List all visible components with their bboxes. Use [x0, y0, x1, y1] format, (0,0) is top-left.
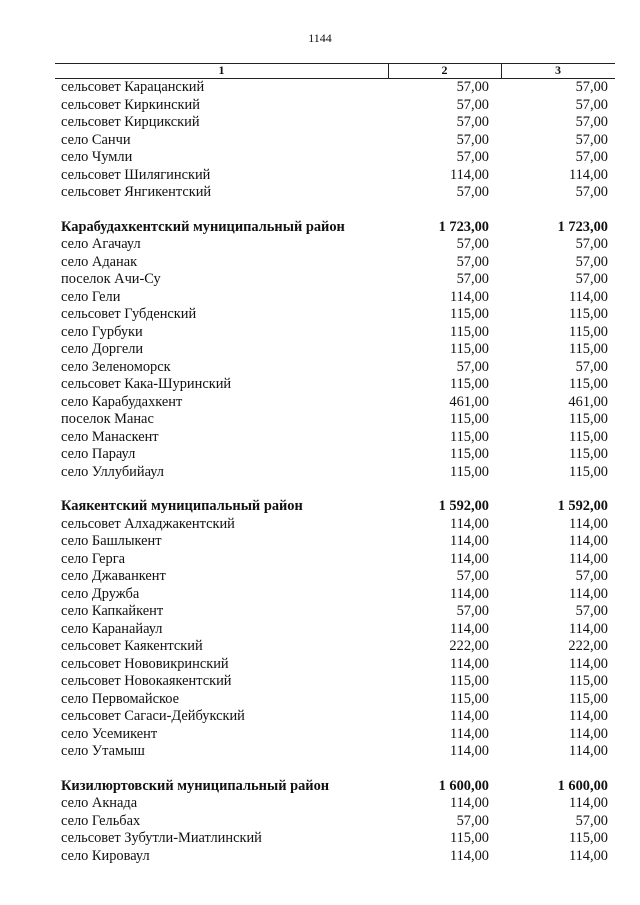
district-total-row: [55, 778, 615, 796]
column-header-3: 3: [555, 63, 561, 77]
locality-name: сельсовет Карацанский: [61, 79, 205, 95]
locality-name: село Герга: [61, 550, 126, 567]
table-row: [55, 236, 615, 254]
locality-name: сельсовет Кирцикский: [61, 114, 200, 130]
value-col-3: 115,00: [568, 673, 608, 689]
locality-name: сельсовет Янгикентский: [61, 184, 212, 200]
value-col-3: 1 600,00: [557, 777, 608, 794]
locality-name: Каякентский муниципальный район: [61, 498, 303, 514]
value-col-2: 461,00: [449, 393, 489, 410]
locality-name: Карабудахкентский муниципальный район: [61, 218, 345, 235]
value-col-3: 114,00: [568, 655, 608, 672]
value-col-3: 114,00: [568, 620, 608, 637]
locality-name: село Доргели: [61, 341, 144, 357]
value-col-2: 114,00: [449, 585, 489, 602]
value-col-3: 114,00: [568, 533, 608, 549]
table-row: [55, 830, 615, 848]
value-col-2: 115,00: [449, 376, 489, 392]
value-col-2: 115,00: [449, 463, 489, 480]
table-row: [55, 516, 615, 534]
value-col-3: 115,00: [568, 463, 608, 480]
value-col-3: 57,00: [575, 79, 608, 95]
locality-name: село Утамыш: [61, 743, 145, 759]
value-col-3: 114,00: [568, 743, 608, 759]
locality-name: село Карабудахкент: [61, 393, 183, 410]
locality-name: сельсовет Нововикринский: [61, 655, 229, 672]
value-col-2: 114,00: [449, 743, 489, 759]
table-row: [55, 289, 615, 307]
locality-name: село Дружба: [61, 585, 140, 602]
value-col-2: 115,00: [449, 673, 489, 689]
value-col-2: 114,00: [449, 533, 489, 549]
table-row: [55, 429, 615, 447]
value-col-2: 57,00: [456, 358, 489, 375]
locality-name: село Зеленоморск: [61, 358, 171, 375]
value-col-2: 57,00: [456, 96, 489, 113]
value-col-3: 57,00: [575, 114, 608, 130]
value-col-2: 115,00: [449, 830, 489, 846]
value-col-3: 222,00: [568, 638, 608, 654]
table-row: [55, 691, 615, 709]
table-row: [55, 132, 615, 150]
value-col-3: 115,00: [568, 411, 608, 427]
table-row: [55, 603, 615, 621]
table-row: [55, 359, 615, 377]
value-col-3: 57,00: [575, 358, 608, 375]
value-col-3: 57,00: [575, 271, 608, 287]
value-col-2: 1 723,00: [438, 218, 489, 235]
locality-name: сельсовет Каякентский: [61, 638, 203, 654]
locality-name: село Акнада: [61, 795, 138, 811]
table-row: [55, 586, 615, 604]
locality-name: село Капкайкент: [61, 603, 164, 619]
value-col-2: 57,00: [456, 236, 489, 252]
table-row: [55, 411, 615, 429]
value-col-3: 115,00: [568, 341, 608, 357]
locality-name: сельсовет Шилягинский: [61, 166, 211, 183]
table-row: [55, 184, 615, 202]
table-row: [55, 341, 615, 359]
value-col-2: 57,00: [456, 79, 489, 95]
table-row: [55, 551, 615, 569]
table-row: [55, 271, 615, 289]
value-col-2: 114,00: [449, 288, 489, 305]
section-spacer: [55, 761, 615, 778]
locality-name: сельсовет Кака-Шуринский: [61, 376, 232, 392]
value-col-2: 114,00: [449, 708, 489, 724]
locality-name: Кизилюртовский муниципальный район: [61, 777, 330, 794]
table-row: [55, 656, 615, 674]
value-col-2: 114,00: [449, 847, 489, 864]
value-col-3: 115,00: [568, 306, 608, 322]
value-col-2: 114,00: [449, 795, 489, 811]
value-col-3: 115,00: [568, 376, 608, 392]
value-col-3: 57,00: [575, 603, 608, 619]
column-header-1: 1: [218, 63, 225, 77]
locality-name: село Башлыкент: [61, 533, 162, 549]
table-row: [55, 97, 615, 115]
locality-name: село Каранайаул: [61, 620, 163, 637]
value-col-2: 57,00: [456, 114, 489, 130]
table-row: [55, 306, 615, 324]
locality-name: село Джаванкент: [61, 568, 166, 584]
column-divider: [501, 64, 502, 78]
value-col-3: 461,00: [568, 393, 608, 410]
table-row: [55, 149, 615, 167]
table-row: [55, 167, 615, 185]
value-col-2: 114,00: [449, 620, 489, 637]
value-col-2: 115,00: [449, 411, 489, 427]
value-col-3: 1 723,00: [557, 218, 608, 235]
table-row: [55, 568, 615, 586]
page-number: 1144: [308, 31, 332, 45]
value-col-3: 114,00: [568, 585, 608, 602]
value-col-3: 114,00: [568, 550, 608, 567]
value-col-3: 114,00: [568, 708, 608, 724]
table-row: [55, 394, 615, 412]
value-col-3: 115,00: [568, 323, 608, 340]
value-col-3: 57,00: [575, 568, 608, 584]
district-total-row: [55, 219, 615, 237]
value-col-2: 222,00: [449, 638, 489, 654]
locality-name: поселок Манас: [61, 411, 154, 427]
allocation-table: [55, 63, 615, 865]
locality-name: сельсовет Сагаси-Дейбукский: [61, 708, 245, 724]
locality-name: село Аданак: [61, 253, 138, 270]
locality-name: село Санчи: [61, 131, 131, 148]
locality-name: село Агачаул: [61, 236, 141, 252]
value-col-2: 57,00: [456, 131, 489, 148]
table-row: [55, 621, 615, 639]
table-row: [55, 848, 615, 866]
value-col-2: 115,00: [449, 428, 489, 445]
value-col-3: 57,00: [575, 253, 608, 270]
column-divider: [388, 64, 389, 78]
value-col-2: 57,00: [456, 184, 489, 200]
locality-name: сельсовет Киркинский: [61, 96, 200, 113]
value-col-3: 115,00: [568, 690, 608, 707]
table-row: [55, 708, 615, 726]
value-col-2: 115,00: [449, 323, 489, 340]
locality-name: село Гурбуки: [61, 323, 143, 340]
table-header: [55, 63, 615, 79]
table-row: [55, 464, 615, 482]
locality-name: село Усемикент: [61, 725, 158, 742]
table-row: [55, 254, 615, 272]
value-col-3: 114,00: [568, 166, 608, 183]
value-col-3: 114,00: [568, 725, 608, 742]
section-spacer: [55, 481, 615, 498]
value-col-3: 115,00: [568, 830, 608, 846]
locality-name: сельсовет Зубутли-Миатлинский: [61, 830, 262, 846]
table-body: [55, 79, 615, 865]
locality-name: село Кироваул: [61, 847, 150, 864]
value-col-2: 114,00: [449, 550, 489, 567]
locality-name: село Параул: [61, 446, 136, 462]
value-col-2: 115,00: [449, 690, 489, 707]
value-col-2: 1 592,00: [438, 498, 489, 514]
value-col-2: 57,00: [456, 149, 489, 165]
table-row: [55, 376, 615, 394]
table-row: [55, 673, 615, 691]
value-col-2: 114,00: [449, 655, 489, 672]
value-col-3: 114,00: [568, 795, 608, 811]
table-row: [55, 743, 615, 761]
locality-name: село Чумли: [61, 149, 133, 165]
value-col-2: 57,00: [456, 271, 489, 287]
value-col-2: 114,00: [449, 515, 489, 532]
locality-name: сельсовет Новокаякентский: [61, 673, 232, 689]
value-col-2: 115,00: [449, 306, 489, 322]
value-col-3: 57,00: [575, 236, 608, 252]
table-row: [55, 324, 615, 342]
locality-name: сельсовет Губденский: [61, 306, 197, 322]
table-row: [55, 795, 615, 813]
value-col-2: 57,00: [456, 603, 489, 619]
locality-name: поселок Ачи-Су: [61, 271, 161, 287]
value-col-2: 115,00: [449, 341, 489, 357]
table-row: [55, 533, 615, 551]
table-row: [55, 638, 615, 656]
value-col-3: 115,00: [568, 446, 608, 462]
value-col-2: 57,00: [456, 253, 489, 270]
table-row: [55, 446, 615, 464]
column-header-2: 2: [441, 63, 448, 77]
locality-name: сельсовет Алхаджакентский: [61, 515, 235, 532]
value-col-3: 115,00: [568, 428, 608, 445]
value-col-2: 1 600,00: [438, 777, 489, 794]
locality-name: село Первомайское: [61, 690, 180, 707]
value-col-2: 57,00: [456, 568, 489, 584]
value-col-2: 114,00: [449, 166, 489, 183]
table-row: [55, 813, 615, 831]
value-col-3: 114,00: [568, 847, 608, 864]
value-col-3: 57,00: [575, 96, 608, 113]
district-total-row: [55, 498, 615, 516]
value-col-2: 114,00: [449, 725, 489, 742]
value-col-3: 114,00: [568, 288, 608, 305]
value-col-2: 57,00: [456, 812, 489, 829]
section-spacer: [55, 202, 615, 219]
table-row: [55, 114, 615, 132]
value-col-3: 57,00: [575, 812, 608, 829]
locality-name: село Уллубийаул: [61, 463, 164, 480]
locality-name: село Гельбах: [61, 812, 141, 829]
value-col-2: 115,00: [449, 446, 489, 462]
table-row: [55, 79, 615, 97]
value-col-3: 57,00: [575, 131, 608, 148]
table-row: [55, 726, 615, 744]
value-col-3: 114,00: [568, 515, 608, 532]
value-col-3: 57,00: [575, 184, 608, 200]
value-col-3: 1 592,00: [557, 498, 608, 514]
locality-name: село Манаскент: [61, 428, 159, 445]
locality-name: село Гели: [61, 288, 121, 305]
value-col-3: 57,00: [575, 149, 608, 165]
